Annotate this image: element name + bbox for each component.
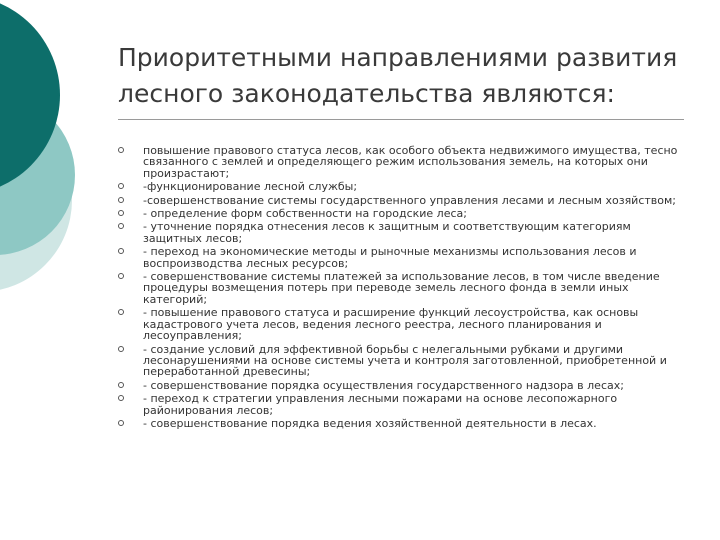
title-divider <box>118 119 684 120</box>
bullet-icon <box>118 309 124 315</box>
bullet-icon <box>118 346 124 352</box>
bullet-icon <box>118 210 124 216</box>
list-item-text: -функционирование лесной службы; <box>143 180 358 194</box>
bullet-list <box>118 145 688 429</box>
list-item-text: повышение правового статуса лесов, как особого объекта недвижимого имущества, тесно связанного с землей и определяющего режим использования земель, на которых они произрастают; <box>143 144 678 180</box>
list-item-text: - совершенствование системы платежей за использование лесов, в том числе введение процедуры возмещения потерь при переводе земель лесного фонда в земли иных категорий; <box>143 270 660 306</box>
bullet-icon <box>118 248 124 254</box>
list-item-text: - создание условий для эффективной борьбы с нелегальными рубками и другими лесонарушениями на основе системы учета и контроля заготовленной, приобретенной и переработанной древесины; <box>143 342 667 379</box>
bullet-icon <box>118 223 124 229</box>
list-item <box>118 246 688 269</box>
list-item-text: - повышение правового статуса и расширение функций лесоустройства, как основы кадастрового учета лесов, ведения лесного реестра, лесного планирования и лесоуправления; <box>143 306 639 343</box>
list-item <box>118 221 688 244</box>
list-item <box>118 208 688 219</box>
list-item <box>118 307 688 341</box>
list-item <box>118 195 688 206</box>
list-item <box>118 344 688 378</box>
bullet-icon <box>118 420 124 426</box>
decorative-circles <box>0 0 110 300</box>
bullet-icon <box>118 273 124 279</box>
slide-title: Приоритетными направлениями развития лесного законодательства являются: <box>118 43 678 108</box>
list-item <box>118 271 688 305</box>
list-item-text: - определение форм собственности на городские леса; <box>143 207 467 221</box>
list-item <box>118 145 688 179</box>
list-item <box>118 393 688 416</box>
bullet-icon <box>118 197 124 203</box>
bullet-icon <box>118 147 124 153</box>
list-item-text: - совершенствование порядка ведения хозяйственной деятельности в лесах. <box>143 416 597 430</box>
list-item-text: - уточнение порядка отнесения лесов к защитным и соответствующим категориям защитных лесов; <box>143 220 631 245</box>
list-item-text: - переход к стратегии управления лесными пожарами на основе лесопожарного районирования лесов; <box>143 392 618 417</box>
bullet-icon <box>118 382 124 388</box>
bullet-icon <box>118 183 124 189</box>
list-item-text: - совершенствование порядка осуществления государственного надзора в лесах; <box>143 378 624 392</box>
bullet-icon <box>118 395 124 401</box>
list-item-text: - переход на экономические методы и рыночные механизмы использования лесов и воспроизводства лесных ресурсов; <box>143 245 637 270</box>
list-item <box>118 181 688 192</box>
list-item <box>118 380 688 391</box>
list-item-text: -совершенствование системы государственного управления лесами и лесным хозяйством; <box>143 193 677 207</box>
list-item <box>118 418 688 429</box>
